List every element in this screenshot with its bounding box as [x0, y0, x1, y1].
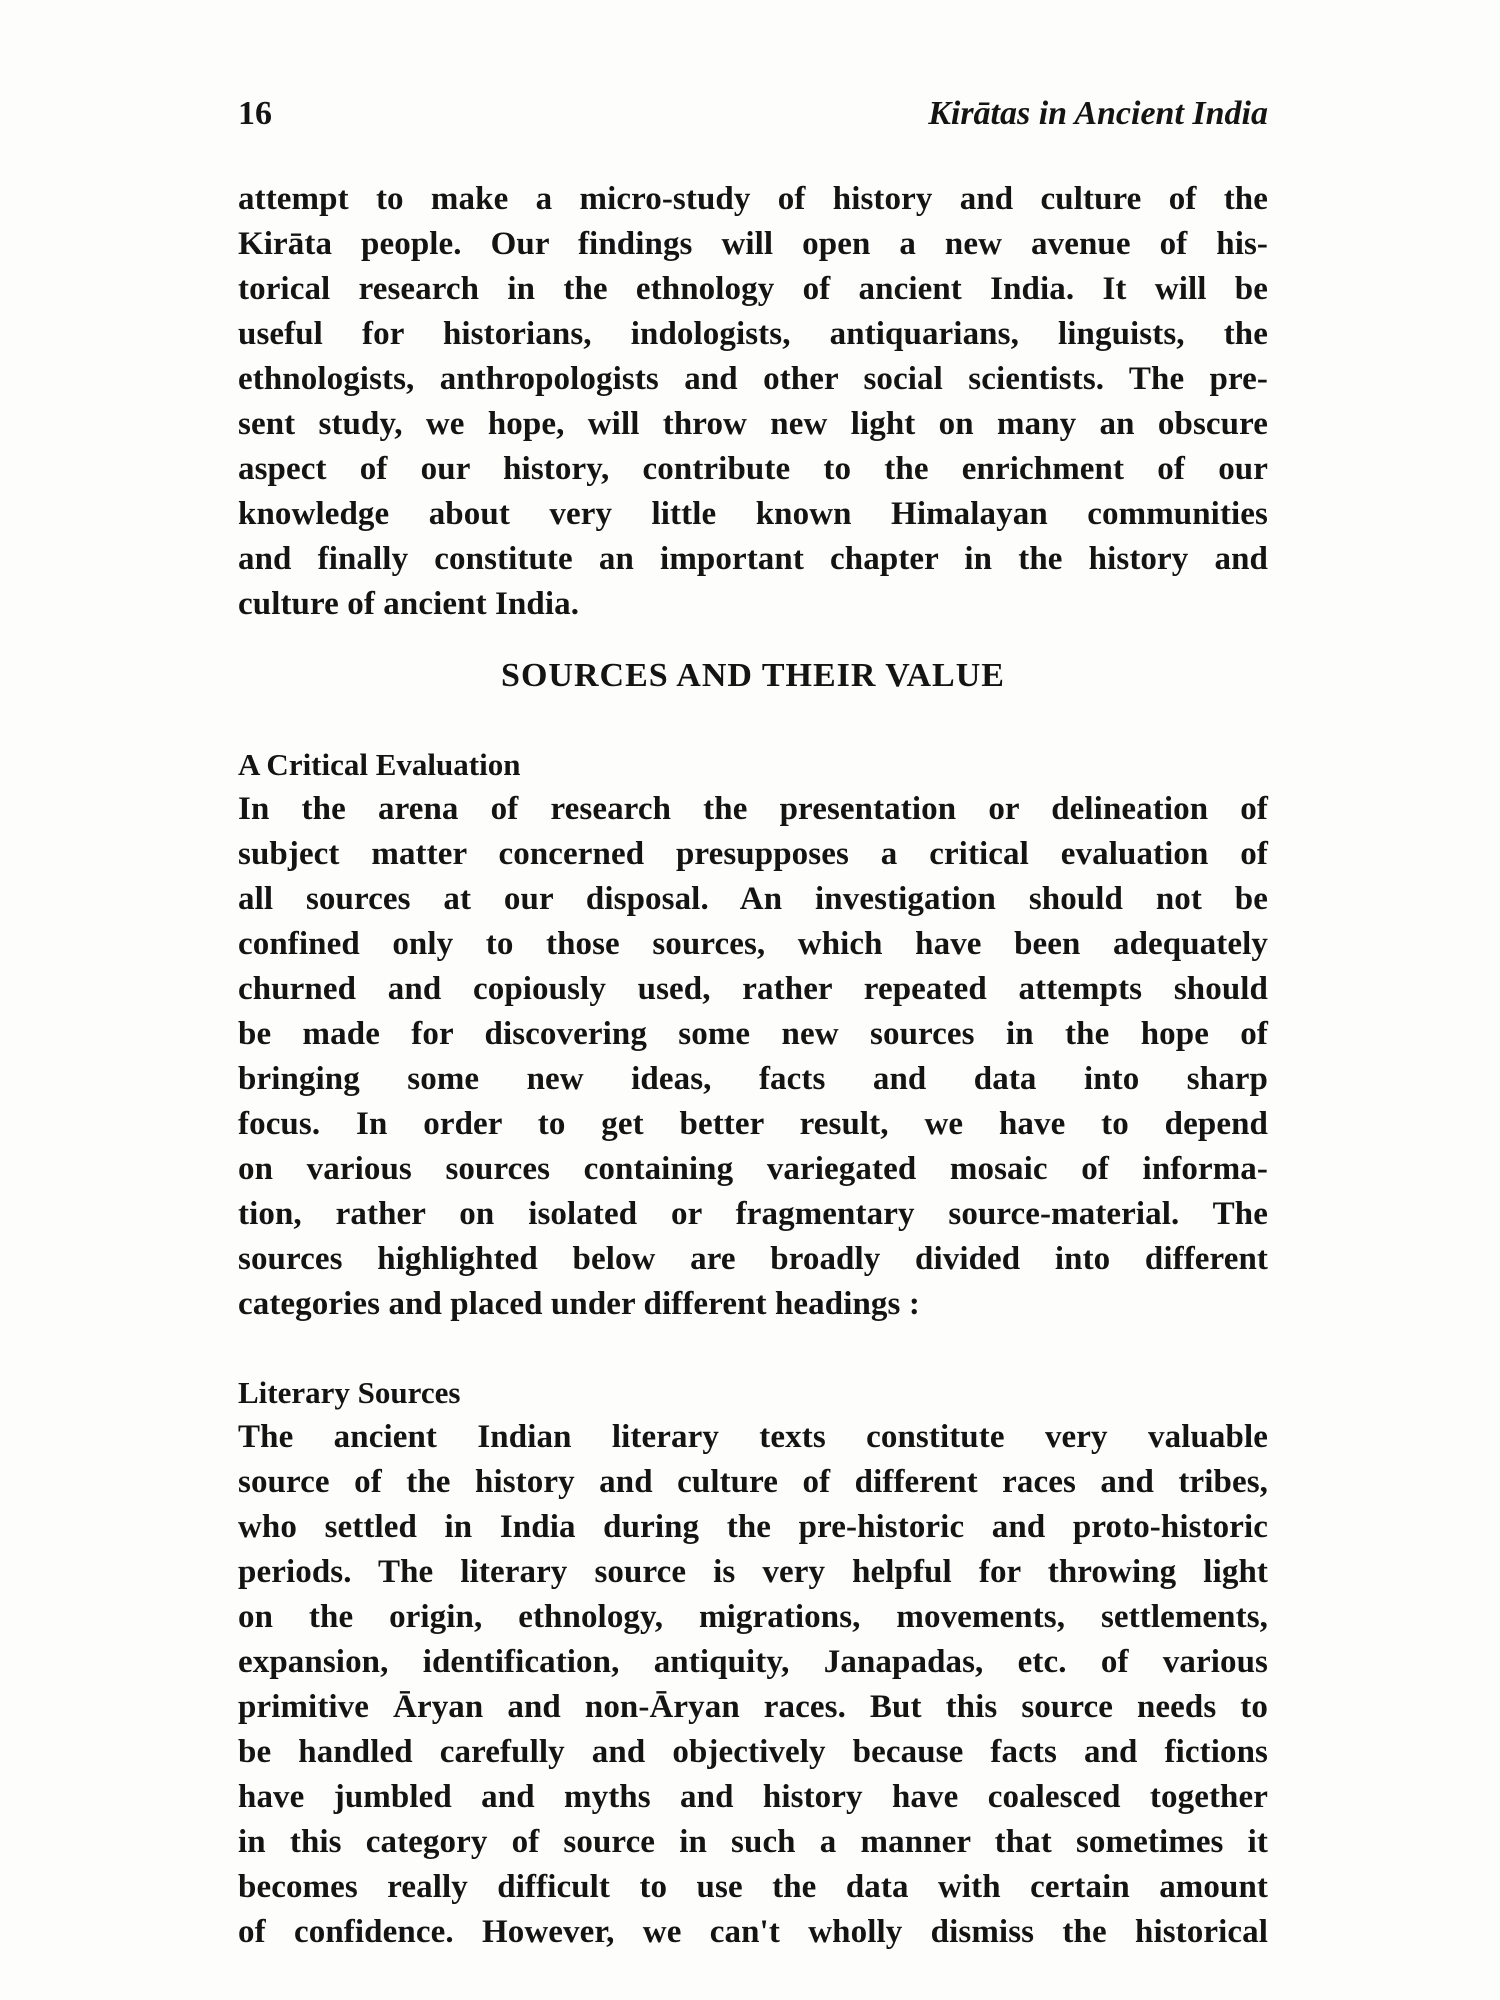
intro-line: useful for historians, indologists, antiquarians, linguists, the [238, 316, 1268, 352]
literary-line: becomes really difficult to use the data with certain amount [238, 1869, 1268, 1905]
literary-line: on the origin, ethnology, migrations, movements, settlements, [238, 1599, 1268, 1635]
critical-evaluation-heading: A Critical Evaluation [238, 747, 521, 782]
intro-line: aspect of our history, contribute to the enrichment of our [238, 451, 1268, 487]
intro-line: torical research in the ethnology of ancient India. It will be [238, 271, 1268, 307]
critical-line: on various sources containing variegated mosaic of informa- [238, 1151, 1268, 1187]
critical-line: In the arena of research the presentation or delineation of [238, 791, 1268, 827]
intro-line: ethnologists, anthropologists and other social scientists. The pre- [238, 361, 1268, 397]
literary-line: expansion, identification, antiquity, Janapadas, etc. of various [238, 1644, 1268, 1680]
literary-sources-heading: Literary Sources [238, 1375, 461, 1410]
critical-line: sources highlighted below are broadly divided into different [238, 1241, 1268, 1277]
literary-line: The ancient Indian literary texts constitute very valuable [238, 1419, 1268, 1455]
intro-paragraph [238, 177, 1268, 627]
literary-line: have jumbled and myths and history have coalesced together [238, 1779, 1268, 1815]
critical-line: churned and copiously used, rather repeated attempts should [238, 971, 1268, 1007]
intro-line: sent study, we hope, will throw new light on many an obscure [238, 406, 1268, 442]
literary-line: be handled carefully and objectively because facts and fictions [238, 1734, 1268, 1770]
literary-line: source of the history and culture of different races and tribes, [238, 1464, 1268, 1500]
section-heading: SOURCES AND THEIR VALUE [501, 657, 1005, 694]
intro-line: attempt to make a micro-study of history and culture of the [238, 181, 1268, 217]
critical-line: subject matter concerned presupposes a critical evaluation of [238, 836, 1268, 872]
literary-line: who settled in India during the pre-historic and proto-historic [238, 1509, 1268, 1545]
intro-line: Kirāta people. Our findings will open a new avenue of his- [238, 226, 1268, 262]
page-number: 16 [238, 95, 272, 132]
literary-line: of confidence. However, we can't wholly dismiss the historical [238, 1914, 1268, 1950]
critical-line: categories and placed under different headings : [238, 1286, 920, 1322]
critical-line: bringing some new ideas, facts and data into sharp [238, 1061, 1268, 1097]
intro-line: culture of ancient India. [238, 586, 580, 622]
critical-line: confined only to those sources, which have been adequately [238, 926, 1268, 962]
critical-evaluation-paragraph [238, 787, 1268, 1327]
running-title: Kirātas in Ancient India [928, 95, 1268, 132]
critical-line: focus. In order to get better result, we have to depend [238, 1106, 1268, 1142]
literary-sources-paragraph [238, 1415, 1268, 1955]
page-text-block [238, 95, 1268, 1955]
running-head [238, 95, 1268, 155]
critical-line: all sources at our disposal. An investigation should not be [238, 881, 1268, 917]
critical-line: be made for discovering some new sources in the hope of [238, 1016, 1268, 1052]
intro-line: knowledge about very little known Himalayan communities [238, 496, 1268, 532]
literary-line: in this category of source in such a manner that sometimes it [238, 1824, 1268, 1860]
literary-line: periods. The literary source is very helpful for throwing light [238, 1554, 1268, 1590]
literary-line: primitive Āryan and non-Āryan races. But this source needs to [238, 1689, 1268, 1725]
intro-line: and finally constitute an important chapter in the history and [238, 541, 1268, 577]
critical-line: tion, rather on isolated or fragmentary source-material. The [238, 1196, 1268, 1232]
